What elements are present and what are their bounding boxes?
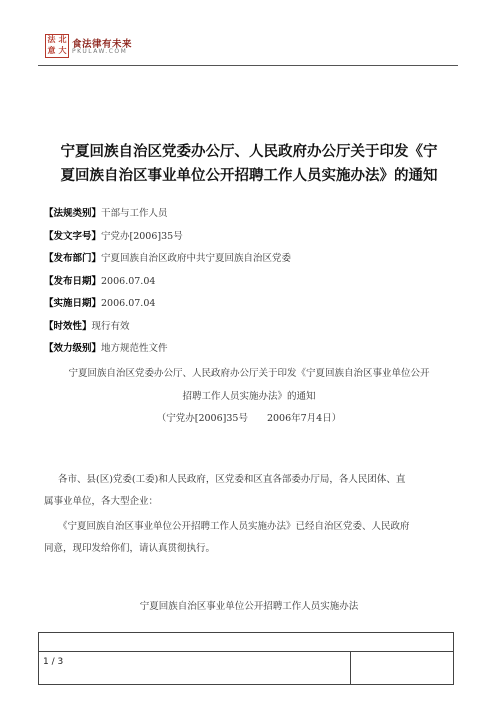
brand-url: PKULAW.COM bbox=[72, 48, 128, 55]
paragraph-line: 属事业单位，各大型企业： bbox=[44, 496, 159, 507]
meta-value: 宁夏回族自治区政府中共宁夏回族自治区党委 bbox=[101, 253, 292, 264]
meta-doc-number bbox=[44, 231, 183, 243]
meta-validity bbox=[44, 321, 130, 333]
meta-value: 地方规范性文件 bbox=[101, 343, 168, 354]
meta-publish-date bbox=[44, 276, 155, 288]
meta-category bbox=[44, 208, 168, 220]
seal-char: 北 bbox=[58, 35, 67, 44]
footer-divider bbox=[39, 651, 453, 652]
header-divider bbox=[38, 65, 458, 66]
body-heading-line: 招聘工作人员实施办法》的通知 bbox=[182, 391, 316, 402]
meta-key: 【发布日期】 bbox=[44, 276, 102, 287]
paragraph-line: 各市、县(区)党委(工委)和人民政府，区党委和区直各部委办厅局，各人民团体、直 bbox=[58, 474, 406, 485]
page-footer bbox=[38, 632, 454, 685]
meta-key: 【实施日期】 bbox=[44, 298, 102, 309]
body-heading-line: 宁夏回族自治区党委办公厅、人民政府办公厅关于印发《宁夏回族自治区事业单位公开 bbox=[68, 368, 430, 379]
pkulaw-logo bbox=[45, 34, 145, 62]
document-title bbox=[38, 140, 460, 188]
paragraph-line: 同意，现印发给你们，请认真贯彻执行。 bbox=[44, 543, 216, 554]
seal-icon bbox=[45, 34, 69, 58]
seal-char: 大 bbox=[58, 46, 67, 55]
meta-value: 2006.07.04 bbox=[101, 298, 156, 309]
meta-key: 【发布部门】 bbox=[44, 253, 102, 264]
meta-key: 【时效性】 bbox=[44, 321, 92, 332]
meta-value: 干部与工作人员 bbox=[101, 208, 168, 219]
section-subtitle: 宁夏回族自治区事业单位公开招聘工作人员实施办法 bbox=[139, 601, 359, 612]
meta-issuer bbox=[44, 253, 291, 265]
meta-effective-date bbox=[44, 298, 155, 310]
meta-key: 【发文字号】 bbox=[44, 231, 102, 242]
brand-slogan: 食法律有未来 bbox=[72, 39, 133, 50]
meta-key: 【法规类别】 bbox=[44, 208, 102, 219]
doc-reference: （宁党办[2006]35号 2006年7月4日） bbox=[156, 413, 342, 424]
title-line: 夏回族自治区事业单位公开招聘工作人员实施办法》的通知 bbox=[60, 167, 438, 184]
meta-value: 宁党办[2006]35号 bbox=[101, 231, 183, 242]
page-number: 1 / 3 bbox=[43, 657, 64, 667]
seal-char: 法 bbox=[47, 35, 56, 44]
meta-value: 现行有效 bbox=[91, 321, 130, 332]
meta-value: 2006.07.04 bbox=[101, 276, 156, 287]
footer-column-divider bbox=[350, 651, 351, 684]
seal-char: 意 bbox=[47, 46, 56, 55]
paragraph-line: 《宁夏回族自治区事业单位公开招聘工作人员实施办法》已经自治区党委、人民政府 bbox=[58, 521, 410, 532]
meta-level bbox=[44, 343, 168, 355]
title-line: 宁夏回族自治区党委办公厅、人民政府办公厅关于印发《宁 bbox=[60, 143, 438, 160]
meta-key: 【效力级别】 bbox=[44, 343, 102, 354]
